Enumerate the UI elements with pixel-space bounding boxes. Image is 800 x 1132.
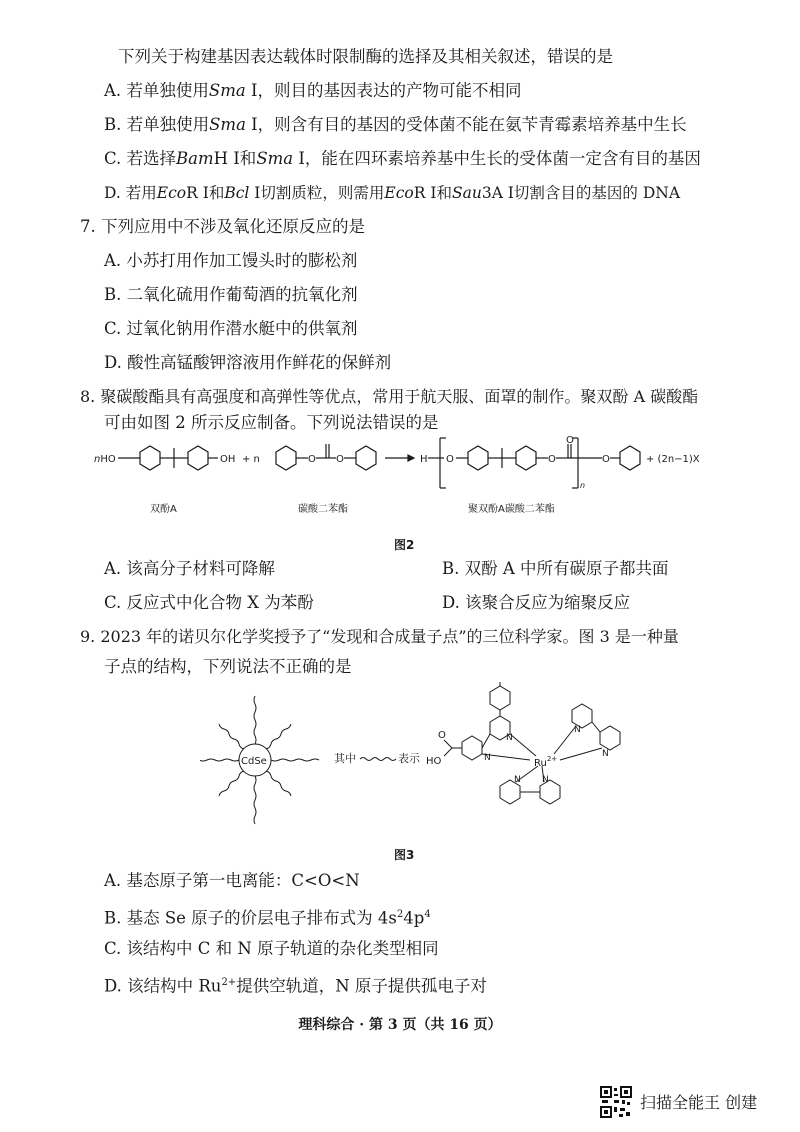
- figure-2-caption: 图2: [394, 538, 415, 552]
- q6-option-a: A. 若单独使用Sma Ⅰ，则目的基因表达的产物可能不相同: [104, 81, 522, 100]
- n-atom-4: N: [602, 749, 609, 759]
- q6-stem: 下列关于构建基因表达载体时限制酶的选择及其相关叙述，错误的是: [118, 47, 613, 66]
- polymer-h: H: [420, 454, 428, 465]
- legend-prefix: 其中: [334, 752, 356, 765]
- ru-charge: 2+: [546, 755, 558, 763]
- polymer-o1: O: [446, 454, 454, 465]
- figure-3-quantum-dot: [200, 682, 660, 832]
- polymer-o4: O: [602, 454, 610, 465]
- reactant1-coefficient: n: [94, 454, 101, 465]
- n-atom-6: N: [542, 775, 549, 785]
- figure-2-reaction: [90, 436, 710, 526]
- n-atom-5: N: [514, 775, 521, 785]
- polymer-o2: O: [548, 454, 556, 465]
- page-footer: 理科综合 · 第 3 页（共 16 页）: [298, 1017, 502, 1033]
- q6-option-d: D. 若用EcoR Ⅰ和Bcl Ⅰ切割质粒，则需用EcoR Ⅰ和Sau3A Ⅰ切割含目的基因的 DNA: [104, 184, 681, 202]
- n-atom-3: N: [574, 725, 581, 735]
- qr-code-icon: [600, 1086, 632, 1118]
- ho-group: HO: [100, 454, 116, 465]
- byproduct: + (2n−1)X: [646, 454, 700, 465]
- n-atom-2: N: [484, 753, 491, 763]
- plus-n: + n: [242, 454, 260, 465]
- label-diphenyl-carbonate: 碳酸二苯酯: [298, 504, 348, 515]
- q8-option-c: C. 反应式中化合物 X 为苯酚: [104, 593, 314, 612]
- figure-3-caption: 图3: [394, 848, 415, 862]
- q9-option-c: C. 该结构中 C 和 N 原子轨道的杂化类型相同: [104, 939, 439, 958]
- label-bisphenol-a: 双酚A: [150, 504, 177, 515]
- label-polymer: 聚双酚A碳酸二苯酯: [468, 504, 555, 515]
- oh-group: OH: [220, 454, 236, 465]
- n-atom-1: N: [506, 733, 513, 743]
- q6-option-b: B. 若单独使用Sma Ⅰ，则含有目的基因的受体菌不能在氨苄青霉素培养基中生长: [104, 115, 687, 134]
- carbonate-o1: O: [308, 454, 316, 465]
- q7-option-a: A. 小苏打用作加工馒头时的膨松剂: [104, 251, 358, 270]
- q9-option-b: B. 基态 Se 原子的价层电子排布式为 $4s^24p^4$: [104, 908, 431, 928]
- q8-stem-line2: 可由如图 2 所示反应制备。下列说法错误的是: [104, 413, 439, 432]
- scanner-watermark: 扫描全能王 创建: [640, 1093, 758, 1112]
- q9-option-a: A. 基态原子第一电离能：C<O<N: [104, 871, 360, 890]
- q7-stem: 7. 下列应用中不涉及氧化还原反应的是: [80, 217, 365, 236]
- cdse-core-label: CdSe: [241, 756, 267, 767]
- q7-option-c: C. 过氧化钠用作潜水艇中的供氧剂: [104, 319, 358, 338]
- q9-option-d: D. 该结构中 $Ru^{2+}$提供空轨道，N 原子提供孤电子对: [104, 976, 487, 996]
- carbonate-o2: O: [336, 454, 344, 465]
- svg-text:nHO: [94, 454, 116, 465]
- q9-stem-line2: 子点的结构，下列说法不正确的是: [104, 657, 352, 676]
- legend-suffix: 表示: [398, 752, 420, 765]
- q8-option-d: D. 该聚合反应为缩聚反应: [442, 593, 631, 612]
- q9-stem-line1: 9. 2023 年的诺贝尔化学奖授予了“发现和合成量子点”的三位科学家。图 3 是一种量: [80, 627, 679, 646]
- q7-option-b: B. 二氧化硫用作葡萄酒的抗氧化剂: [104, 285, 358, 304]
- polymer-o3: O: [566, 436, 574, 446]
- ru-center: Ru: [534, 758, 547, 769]
- q6-option-c: C. 若选择BamH Ⅰ和Sma Ⅰ，能在四环素培养基中生长的受体菌一定含有目的基因: [104, 149, 701, 168]
- q8-option-a: A. 该高分子材料可降解: [104, 559, 275, 578]
- q7-option-d: D. 酸性高锰酸钾溶液用作鲜花的保鲜剂: [104, 353, 392, 372]
- carboxyl-o: O: [438, 730, 446, 741]
- polymer-n: n: [580, 481, 586, 490]
- q8-option-b: B. 双酚 A 中所有碳原子都共面: [442, 559, 669, 578]
- carboxyl-ho: HO: [426, 756, 442, 767]
- svg-text:Ru2+: [534, 755, 557, 769]
- q8-stem-line1: 8. 聚碳酸酯具有高强度和高弹性等优点，常用于航天服、面罩的制作。聚双酚 A 碳酸酯: [80, 387, 699, 406]
